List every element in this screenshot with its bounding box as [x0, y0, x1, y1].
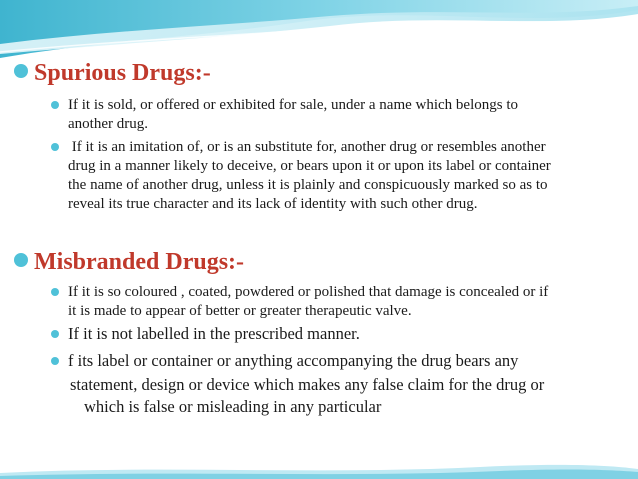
heading-text: Spurious Drugs:-	[34, 60, 211, 86]
item-line: If it is sold, or offered or exhibited for sale, under a name which belongs to	[68, 97, 519, 113]
heading-text: Misbranded Drugs:-	[34, 249, 245, 275]
list-item	[68, 138, 551, 214]
top-wave-decoration	[0, 0, 638, 62]
item-line: If it is an imitation of, or is an substitute for, another drug or resembles another	[68, 139, 546, 155]
bullet-icon	[14, 253, 28, 267]
bullet-icon	[14, 64, 28, 78]
item-line: drug in a manner likely to deceive, or bears upon it or upon its label or container	[68, 158, 551, 174]
item-line: the name of another drug, unless it is plainly and conspicuously marked so as to	[68, 177, 548, 193]
item-line: it is made to appear of better or greater therapeutic valve.	[68, 303, 412, 319]
item-line: If it is not labelled in the prescribed manner.	[68, 324, 360, 343]
heading-spurious-drugs	[14, 59, 211, 87]
bullet-icon	[51, 330, 59, 338]
bottom-wave-decoration	[0, 461, 638, 479]
bullet-icon	[51, 357, 59, 365]
item-line: another drug.	[68, 116, 148, 132]
bullet-icon	[51, 101, 59, 109]
bullet-icon	[51, 288, 59, 296]
bullet-icon	[51, 143, 59, 151]
list-item	[68, 96, 518, 134]
list-item	[68, 350, 518, 372]
list-item	[68, 283, 548, 321]
heading-misbranded-drugs	[14, 248, 244, 276]
item-line: f its label or container or anything accompanying the drug bears any	[68, 351, 519, 370]
continuation-line: which is false or misleading in any particular	[84, 397, 382, 416]
item-line: reveal its true character and its lack of identity with such other drug.	[68, 196, 478, 212]
continuation-line: statement, design or device which makes any false claim for the drug or	[70, 375, 545, 394]
list-item	[68, 323, 360, 345]
item-line: If it is so coloured , coated, powdered or polished that damage is concealed or if	[68, 284, 549, 300]
